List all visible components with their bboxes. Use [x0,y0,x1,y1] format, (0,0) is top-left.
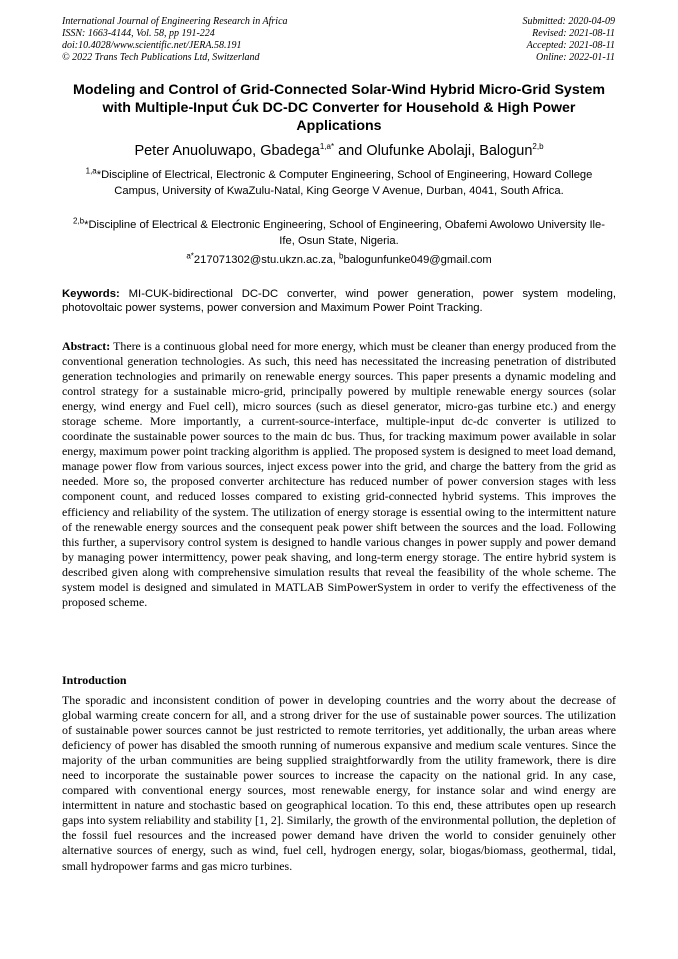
keywords-block [62,287,616,315]
keywords-text: MI-CUK-bidirectional DC-DC converter, wind power generation, power system modeling, photovoltaic power systems, power conversion and Maximum Power Point Tracking. [62,288,616,315]
introduction-paragraph: The sporadic and inconsistent condition of power in developing countries and the worry about the decrease of global warming create concern for all, and a strong driver for the use of sustainable power sources. The utilization of sustainable power sources cannot be just restricted to remote territories, yet additionally, the urban areas where deficiency of power has disabled the smooth running of numerous expansive and medium scale ventures. Since the majority of the urban communities are being supplied straightforwardly from the utility framework, there is dire need to incorporate the sustainable power sources to increase the capacity on the national grid. In any case, compared with conventional energy sources, most renewable energy, for instance solar and wind energy are intermittent in nature and stochastic based on geographical location. To this end, these attributes open up research gaps into system reliability and stability [1, 2]. Similarly, the growth of the environmental pollution, the depletion of the fossil fuel resources and the increased power demand have driven the world to consider genuinely other alternative sources of energy, such as wind, fuel cell, hydrogen energy, solar, biogas/biomass, geothermal, tidal, small hydropower farms and gas micro turbines. [62,693,616,873]
email-b: balogunfunke049@gmail.com [343,254,492,266]
affiliation-1-text: *Discipline of Electrical, Electronic & Computer Engineering, School of Engineering, Howard College Campus, University of KwaZulu-Natal, King George V Avenue, Durban, 4041, South Africa. [96,169,593,197]
accepted-date: Accepted: 2021-08-11 [526,40,615,51]
abstract-block [62,339,616,610]
author-1-name: Peter Anuoluwapo, Gbadega [134,143,320,159]
doi-line: doi:10.4028/www.scientific.net/JERA.58.191 [62,40,242,51]
copyright-line: © 2022 Trans Tech Publications Ltd, Switzerland [62,52,260,63]
journal-info [62,16,288,64]
online-date: Online: 2022-01-11 [536,52,615,63]
issn-line: ISSN: 1663-4144, Vol. 58, pp 191-224 [62,28,215,39]
affiliation-2 [70,218,608,249]
email-a: 217071302@stu.ukzn.ac.za, [193,254,339,266]
affiliation-2-marker: 2,b [72,216,85,226]
email-b-marker: b [339,251,344,261]
submitted-date: Submitted: 2020-04-09 [522,16,615,27]
journal-name: International Journal of Engineering Research in Africa [62,16,288,27]
affiliation-1 [70,168,608,199]
author-list [62,142,616,160]
author-2-name: Olufunke Abolaji, Balogun [366,143,533,159]
affiliation-2-text: *Discipline of Electrical & Electronic Engineering, School of Engineering, Obafemi Awolowo University Ile-Ife, Osun State, Nigeria. [84,219,605,247]
abstract-text: There is a continuous global need for more energy, which must be cleaner than energy produced from the conventional generation technologies. As such, this need has necessitated the increasing penetration of distributed generation technologies and primarily on renewable energy sources. This paper presents a dynamic modeling and control strategy for a sustainable micro-grid, principally powered by multiple renewable energy sources (solar energy, wind energy and Fuel cell), micro sources (such as diesel generator, micro-gas turbine etc.) and energy storage scheme. More importantly, a current-source-interface, multiple-input dc-dc converter is utilized to coordinate the sustainable power sources to the main dc bus. Thus, for tracking maximum power available in solar energy, maximum power point tracking algorithm is applied. The proposed system is designed to meet load demand, manage power flow from various sources, inject excess power into the grid, and charge the battery from the grid as needed. More so, the proposed converter architecture has reduced number of power conversion stages with less component count, and reduced losses compared to existing grid-connected hybrid systems. This improves the efficiency and reliability of the system. The utilization of energy storage is essential owing to the intermittent nature of the renewable energy sources and the consequent peak power shift between the sources and the load. Following this further, a supervisory control system is designed to handle various changes in power supply and power demand by managing power intermittency, power peak shaving, and long-term energy storage. The entire hybrid system is described given along with comprehensive simulation results that reveal the feasibility of the whole scheme. The system model is designed and simulated in MATLAB SimPowerSystem in order to verify the effectiveness of the proposed scheme. [62,339,616,609]
keywords-label: Keywords: [62,288,120,300]
affiliation-1-marker: 1,a [85,166,97,176]
abstract-label: Abstract: [62,339,111,353]
author-1-marker: 1,a* [319,142,335,152]
publication-dates [523,16,616,64]
paper-title: Modeling and Control of Grid-Connected Solar-Wind Hybrid Micro-Grid System with Multiple-Input Ćuk DC-DC Converter for Household & High Power Applications [73,82,605,134]
author-emails [62,253,616,268]
introduction-heading: Introduction [62,673,127,687]
email-a-marker: a* [186,251,194,261]
author-connector: and [334,143,367,159]
revised-date: Revised: 2021-08-11 [532,28,615,39]
author-2-marker: 2,b [532,142,544,152]
